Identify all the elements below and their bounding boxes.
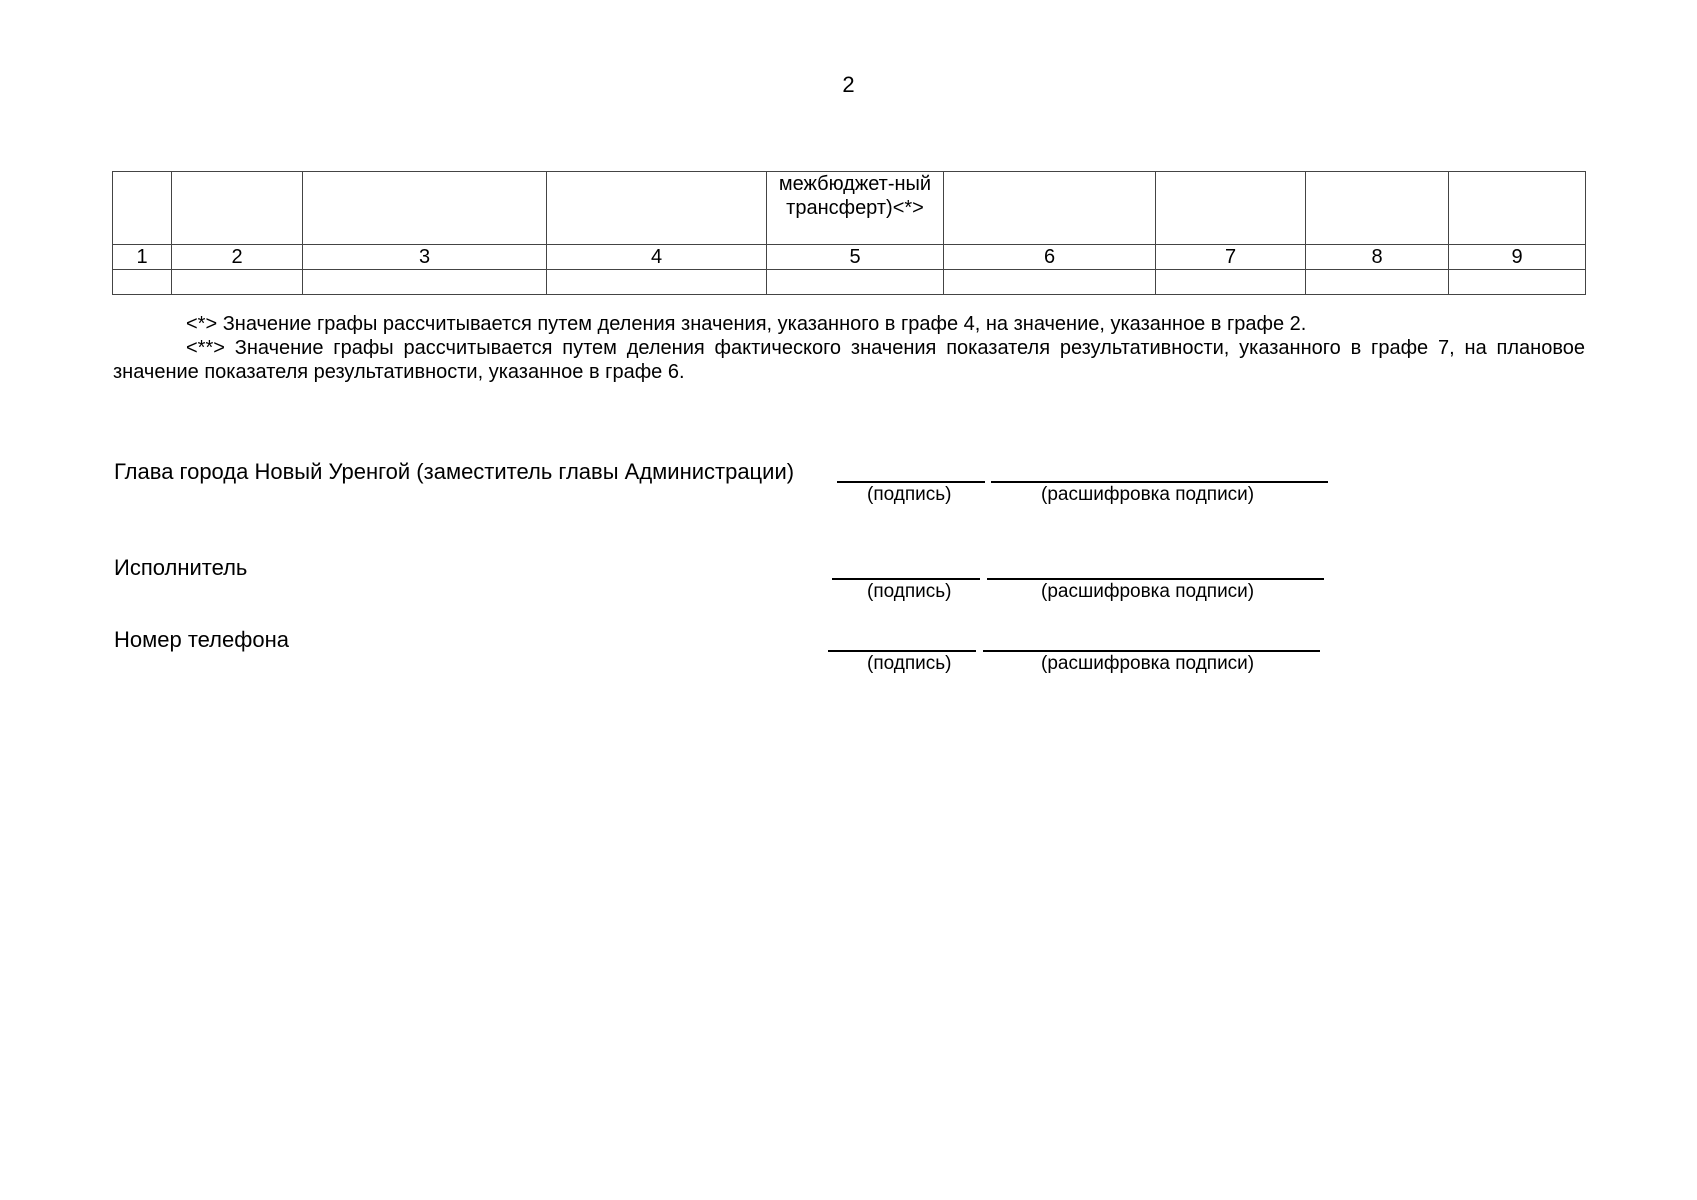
column-number: 5 [767,245,944,270]
header-cell [1306,172,1449,245]
header-cell [113,172,172,245]
signature-decode-caption: (расшифровка подписи) [1041,653,1255,674]
footnote-2: <**> Значение графы рассчитывается путем деления фактического значения показателя результативности, указанного в графе 7, на плановое значение показателя результативности, указанное в графе 6. [113,337,1585,383]
signature-line [832,578,980,580]
signature-decode-line [987,578,1324,580]
header-cell [1449,172,1586,245]
table-row [113,270,1586,295]
signature-caption: (подпись) [867,581,952,602]
table-cell [1449,270,1586,295]
table-cell [944,270,1156,295]
signature-label-head: Глава города Новый Уренгой (заместитель главы Администрации) [114,459,795,484]
signature-decode-line [983,650,1320,652]
table-cell [303,270,547,295]
column-number: 2 [172,245,303,270]
header-cell-transfer: межбюджет-ный трансферт)<*> [767,172,944,245]
signature-label-executor: Исполнитель [114,555,248,580]
header-cell [172,172,303,245]
table-cell [1306,270,1449,295]
signature-line [828,650,976,652]
column-number: 4 [547,245,767,270]
column-number: 1 [113,245,172,270]
signature-decode-line [991,481,1328,483]
column-number: 3 [303,245,547,270]
header-cell [303,172,547,245]
table-cell [172,270,303,295]
table-cell [1156,270,1306,295]
table-cell [767,270,944,295]
column-number: 6 [944,245,1156,270]
table-cell [113,270,172,295]
column-number: 8 [1306,245,1449,270]
signature-caption: (подпись) [867,653,952,674]
header-cell [547,172,767,245]
signature-caption: (подпись) [867,484,952,505]
table-cell [547,270,767,295]
column-number-row [113,245,1586,270]
signature-decode-caption: (расшифровка подписи) [1041,581,1255,602]
signature-line [837,481,985,483]
column-number: 7 [1156,245,1306,270]
header-cell [944,172,1156,245]
footnote-1: <*> Значение графы рассчитывается путем деления значения, указанного в графе 4, на значение, указанное в графе 2. [186,313,1307,335]
page-number: 2 [842,72,855,97]
table-header-row [113,172,1586,245]
column-number: 9 [1449,245,1586,270]
header-cell [1156,172,1306,245]
signature-label-phone: Номер телефона [114,627,289,652]
signature-decode-caption: (расшифровка подписи) [1041,484,1255,505]
footnotes [113,312,1585,384]
report-table [112,171,1586,295]
